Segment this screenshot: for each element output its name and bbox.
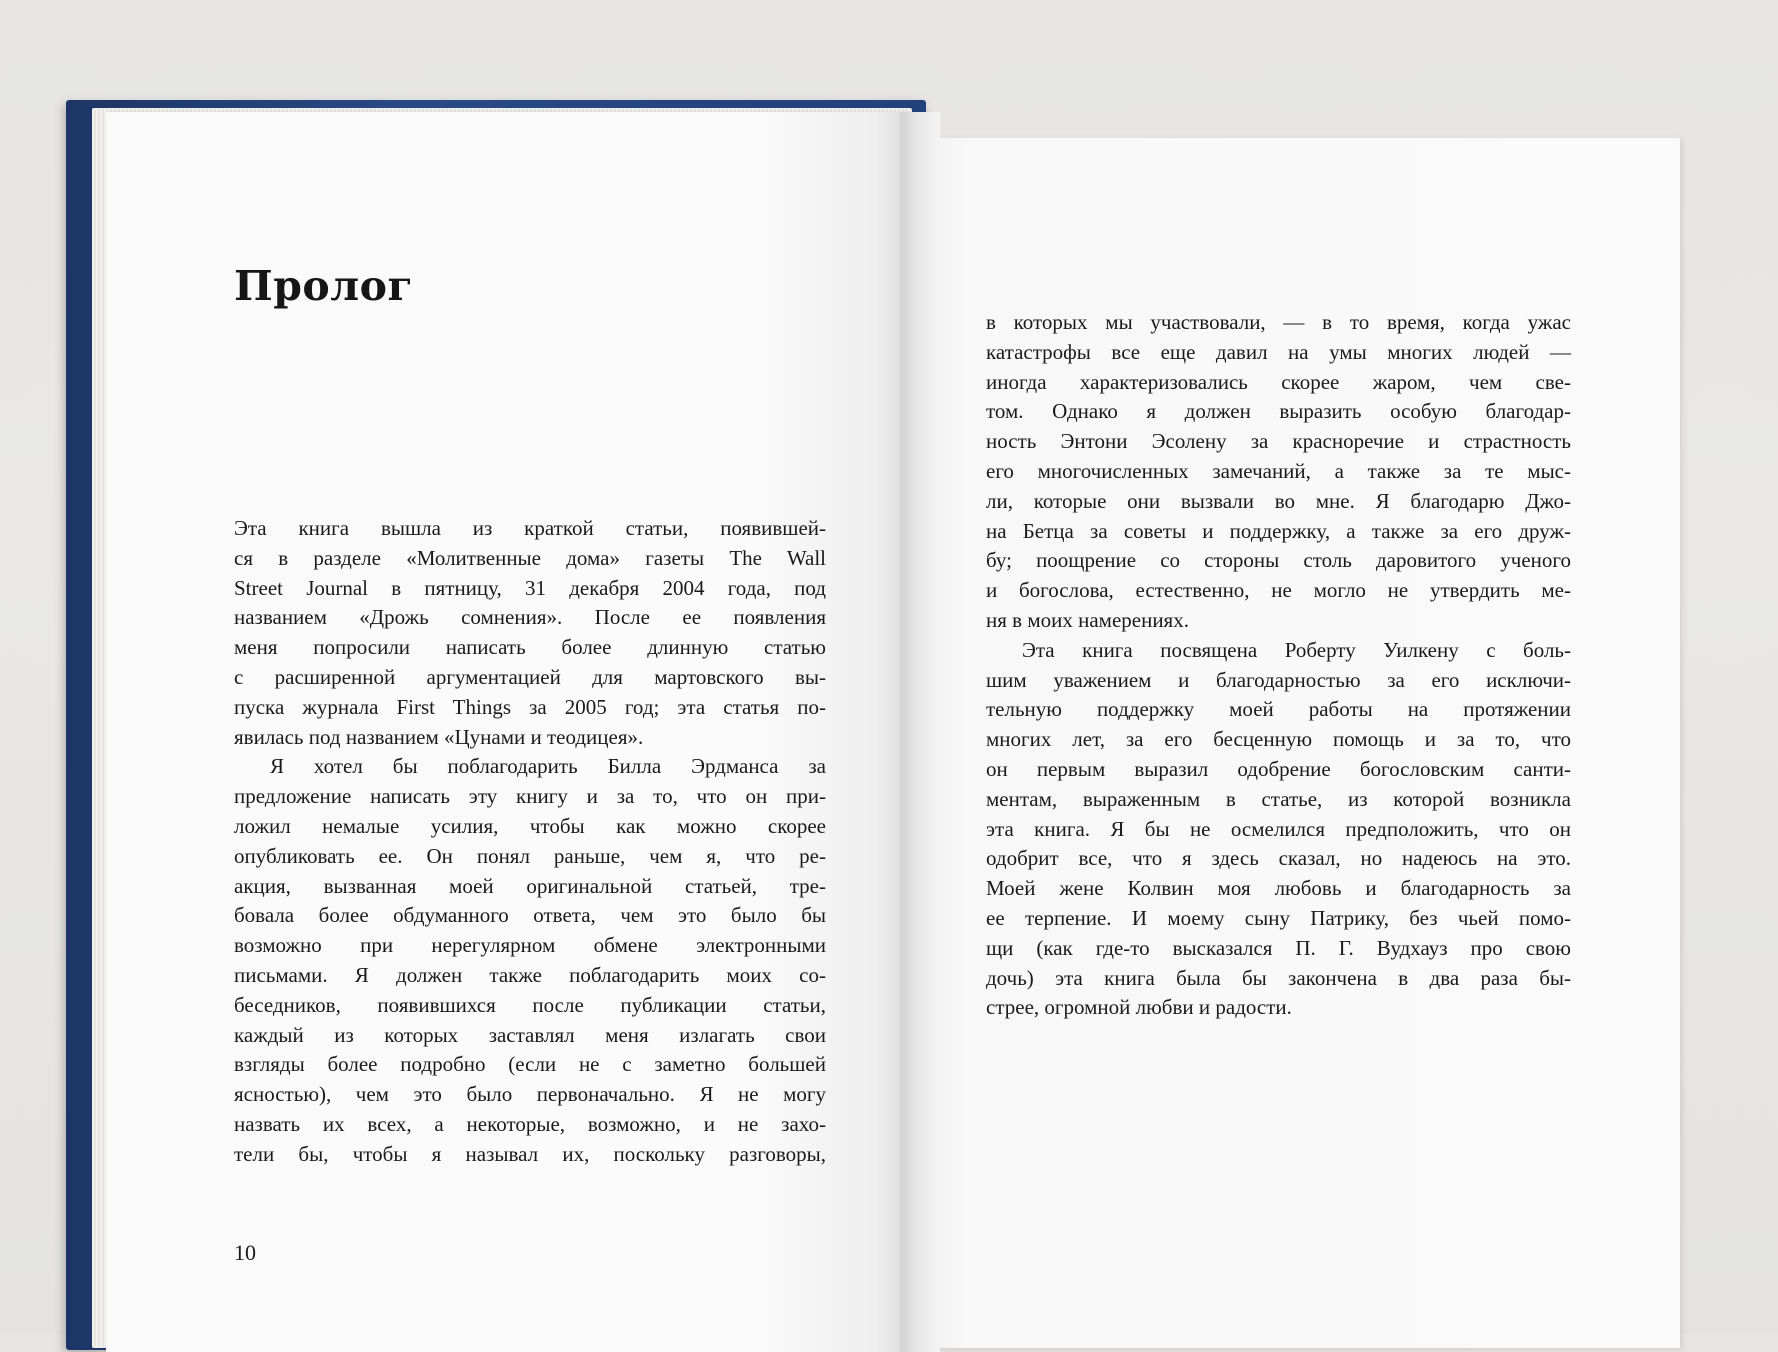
text-line: предложение написать эту книгу и за то, что он при- (234, 784, 826, 809)
text-line: Моей жене Колвин моя любовь и благодарность за (986, 876, 1571, 901)
text-line: ня в моих намерениях. (986, 607, 1189, 632)
text-line: ли, которые они вызвали во мне. Я благодарю Джо- (986, 488, 1571, 513)
text-line: взгляды более подробно (если не с заметно большей (234, 1052, 826, 1077)
text-line: ментам, выраженным в статье, из которой возникла (986, 786, 1571, 811)
text-line: Эта книга вышла из краткой статьи, появившей- (234, 516, 826, 540)
text-line: возможно при нерегулярном обмене электронными (234, 933, 826, 958)
text-line: катастрофы все еще давил на умы многих людей — (986, 339, 1571, 364)
text-line: назвать их всех, а некоторые, возможно, и не захо- (234, 1111, 826, 1136)
text-line: Street Journal в пятницу, 31 декабря 2004 года, под (234, 575, 826, 600)
text-line: тели бы, чтобы я называл их, поскольку разговоры, (234, 1141, 826, 1166)
text-line: Я хотел бы поблагодарить Билла Эрдманса за (270, 754, 826, 779)
chapter-title: Пролог (234, 262, 414, 310)
text-line: одобрит все, что я здесь сказал, но надеюсь на это. (986, 846, 1571, 871)
text-line: бу; поощрение со стороны столь даровитого ученого (986, 548, 1571, 573)
text-line: Эта книга посвящена Роберту Уилкену с боль- (1022, 637, 1571, 662)
text-line: щи (как где-то высказался П. Г. Вудхауз про свою (986, 935, 1571, 960)
text-line: дочь) эта книга была бы закончена в два раза бы- (986, 965, 1571, 990)
text-line: с расширенной аргументацией для мартовского вы- (234, 664, 826, 689)
text-line: ся в разделе «Молитвенные дома» газеты The Wall (234, 545, 826, 570)
text-line: явилась под названием «Цунами и теодицея». (234, 724, 644, 749)
text-line: ее терпение. И моему сыну Патрику, без чьей помо- (986, 905, 1571, 930)
text-line: его многочисленных замечаний, а также за те мыс- (986, 458, 1571, 483)
text-line: ясностью), чем это было первоначально. Я не могу (234, 1082, 826, 1107)
text-line: ность Энтони Эсолену за красноречие и страстность (986, 429, 1571, 454)
book-gutter (900, 112, 940, 1352)
left-page-text (234, 514, 826, 1170)
text-line: опубликовать ее. Он понял раньше, чем я, что ре- (234, 843, 826, 868)
text-line: шим уважением и благодарностью за его исключи- (986, 667, 1571, 692)
page-number: 10 (234, 1240, 256, 1265)
text-line: названием «Дрожь сомнения». После ее появления (234, 605, 826, 630)
text-line: беседников, появившихся после публикации статьи, (234, 992, 826, 1017)
text-line: ложил немалые усилия, чтобы как можно скорее (234, 813, 826, 838)
text-line: стрее, огромной любви и радости. (986, 995, 1292, 1020)
right-page-text (986, 308, 1571, 1023)
text-line: пуска журнала First Things за 2005 год; эта статья по- (234, 694, 826, 719)
text-line: акция, вызванная моей оригинальной статьей, тре- (234, 873, 826, 898)
text-line: на Бетца за советы и поддержку, а также за его друж- (986, 518, 1571, 543)
text-line: многих лет, за его бесценную помощь и за то, что (986, 727, 1571, 752)
text-line: эта книга. Я бы не осмелился предположить, что он (986, 816, 1571, 841)
text-line: письмами. Я должен также поблагодарить моих со- (234, 962, 826, 987)
text-line: бовала более обдуманного ответа, чем это было бы (234, 903, 826, 928)
text-line: он первым выразил одобрение богословским санти- (986, 756, 1571, 781)
text-line: и богослова, естественно, не могло не утвердить ме- (986, 578, 1571, 603)
text-line: тельную поддержку моей работы на протяжении (986, 697, 1571, 722)
text-line: иногда характеризовались скорее жаром, чем све- (986, 369, 1571, 394)
text-line: в которых мы участвовали, — в то время, когда ужас (986, 310, 1571, 334)
text-line: меня попросили написать более длинную статью (234, 635, 826, 660)
text-line: том. Однако я должен выразить особую благодар- (986, 399, 1571, 424)
text-line: каждый из которых заставлял меня излагать свои (234, 1022, 826, 1047)
